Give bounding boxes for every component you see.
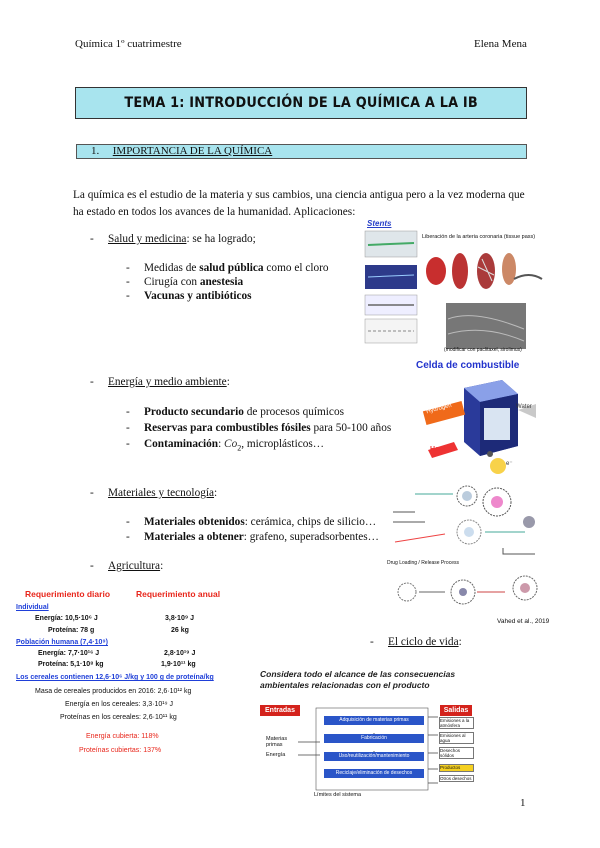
agri-line-2: Energía en los cereales: 3,3·10¹⁹ J xyxy=(65,701,174,708)
stents-caption: Liberación de la arteria coronaria (tissue pass) xyxy=(422,234,536,240)
energia-item-2-post: para 50-100 años xyxy=(310,422,392,434)
ciclo-output-5: Otros desechos xyxy=(439,775,474,782)
energia-item-2-bold: Reservas para combustibles fósiles xyxy=(144,422,311,434)
header-left: Química 1º cuatrimestre xyxy=(75,38,182,50)
ciclo-input-1: Materias primas xyxy=(266,736,288,748)
agri-pob-right-1: 2,8·10¹⁹ J xyxy=(164,650,196,657)
materiales-item-1-bold: Materiales obtenidos xyxy=(144,516,245,528)
materiales-item-1-post: : cerámica, chips de silicio… xyxy=(244,516,377,528)
ciclo-entradas: Entradas xyxy=(260,705,300,716)
ciclo-stage-4: Reciclaje/eliminación de desechos xyxy=(324,769,424,778)
salud-item-2-pre: Cirugía con xyxy=(144,276,200,288)
agri-individual: Individual xyxy=(16,604,49,611)
energia-item-3-tail: , microplásticos… xyxy=(241,438,325,450)
agri-poblacion: Población humana (7,4·10⁹) xyxy=(16,639,109,646)
ciclo-stage-1: Adquisición de materias primas xyxy=(324,716,424,725)
fuel-cell-heat: Heat xyxy=(430,446,446,453)
nanomaterial-credit: Vahed et al., 2019 xyxy=(497,618,550,625)
salud-item-1-post: como el cloro xyxy=(263,262,329,274)
ciclo-salidas: Salidas xyxy=(440,705,472,716)
stents-figure xyxy=(364,219,544,355)
ciclo-stage-2: Fabricación xyxy=(324,734,424,743)
materiales-item-2-post: : grafeno, superadsorbentes… xyxy=(243,531,379,543)
fuel-cell-hydrogen: Hydrogen xyxy=(425,402,453,416)
fuel-cell-illustration xyxy=(414,374,538,478)
agri-ind-left-1: Energía: 10,5·10⁶ J xyxy=(35,615,98,622)
agri-line-3: Proteínas en los cereales: 2,6·10¹¹ kg xyxy=(60,714,177,721)
agri-pob-left-2: Proteína: 5,1·10⁸ kg xyxy=(38,661,104,668)
ciclo-output-2: Emisiones al agua xyxy=(439,732,474,744)
agricultura-suffix: : xyxy=(160,560,164,572)
ciclo-heading: El ciclo de vida xyxy=(388,636,459,648)
ciclo-stage-3: Uso/reutilización/mantenimiento xyxy=(324,752,424,761)
materiales-suffix: : xyxy=(214,487,218,499)
salud-item-1-bold: salud pública xyxy=(199,262,264,274)
ciclo-diagram xyxy=(258,703,473,801)
page-title-box xyxy=(75,87,527,119)
stents-title: Stents xyxy=(367,219,392,228)
fuel-cell-electron: e⁻ xyxy=(506,461,513,467)
agri-red-2: Proteínas cubiertas: 137% xyxy=(79,747,162,754)
ciclo-output-4: Productos xyxy=(439,764,474,772)
page-title: TEMA 1: INTRODUCCIÓN DE LA QUÍMICA A LA IB xyxy=(124,95,478,111)
ciclo-output-3: Desechos sólidos xyxy=(439,747,474,759)
energia-item-3-bold: Contaminación xyxy=(144,438,219,450)
ciclo-output-1: Emisiones a la atmósfera xyxy=(439,717,474,729)
energia-item-1-post: de procesos químicos xyxy=(243,406,344,418)
energia-formula-sub: 2 xyxy=(237,443,242,453)
section-number: 1. xyxy=(91,145,100,157)
nanomaterial-figure xyxy=(385,482,550,628)
header-right: Elena Mena xyxy=(474,38,527,50)
agri-pob-right-2: 1,9·10¹¹ kg xyxy=(161,661,196,668)
agri-col1: Requerimiento diario xyxy=(25,589,111,599)
fuel-cell-title: Celda de combustible xyxy=(416,360,520,371)
page-number: 1 xyxy=(520,797,526,809)
ciclo-input-2: Energía xyxy=(266,752,286,758)
section-label: IMPORTANCIA DE LA QUÍMICA xyxy=(112,145,273,157)
fuel-cell-figure xyxy=(414,360,538,478)
salud-item-1-pre: Medidas de xyxy=(144,262,200,274)
agri-red-1: Energía cubierta: 118% xyxy=(86,733,159,740)
agricultura-table xyxy=(15,587,245,730)
section-heading xyxy=(76,144,527,159)
nanomaterial-illustration xyxy=(385,482,540,628)
agri-ind-right-2: 26 kg xyxy=(171,627,189,634)
materiales-item-2-bold: Materiales a obtener xyxy=(144,531,244,543)
ciclo-suffix: : xyxy=(458,636,462,648)
intro-paragraph: La química es el estudio de la materia y sus cambios, una ciencia antigua pero a la vez moderna que ha estado en todos los avances de la humanidad. Aplicaciones: xyxy=(73,189,525,218)
agri-cereales: Los cereales contienen 12,6·10⁶ J/kg y 100 g de proteína/kg xyxy=(16,674,214,681)
ciclo-boundary: Límites del sistema xyxy=(314,792,362,798)
energia-heading: Energía y medio ambiente xyxy=(108,376,227,388)
agricultura-heading: Agricultura xyxy=(108,560,161,572)
stents-sub: (modificar con paclitaxel, sirolimus) xyxy=(444,347,522,353)
energia-suffix: : xyxy=(226,376,230,388)
salud-item-3-bold: Vacunas y antibióticos xyxy=(144,290,252,302)
agri-ind-left-2: Proteína: 78 g xyxy=(48,627,95,634)
agri-line-1: Masa de cereales producidos en 2016: 2,6·10¹² kg xyxy=(35,688,192,695)
agri-col2: Requerimiento anual xyxy=(136,589,221,599)
salud-suffix: : se ha logrado; xyxy=(186,233,256,245)
agri-ind-right-1: 3,8·10⁹ J xyxy=(165,615,195,622)
materiales-heading: Materiales y tecnología xyxy=(108,487,215,499)
energia-item-1-bold: Producto secundario xyxy=(144,406,244,418)
energia-formula: Co xyxy=(224,438,238,450)
energia-item-3-post: : xyxy=(218,438,225,450)
fuel-cell-water: Water xyxy=(516,404,532,410)
agri-pob-left-1: Energía: 7,7·10¹⁶ J xyxy=(38,650,100,657)
nanomaterial-caption: Drug Loading / Release Process xyxy=(387,560,459,566)
salud-heading: Salud y medicina xyxy=(108,233,187,245)
ciclo-description: Considera todo el alcance de las consecuencias ambientales relacionadas con el producto xyxy=(260,669,456,690)
salud-item-2-bold: anestesia xyxy=(199,276,244,288)
